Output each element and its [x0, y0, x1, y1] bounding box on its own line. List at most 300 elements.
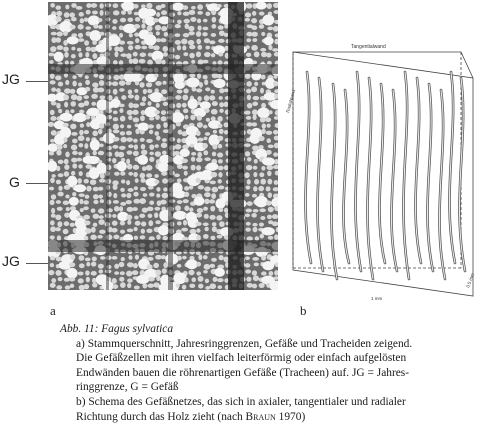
fiber-cell: [252, 284, 257, 289]
fiber-cell: [84, 220, 90, 225]
fiber-cell: [246, 222, 251, 226]
fiber-cell: [100, 199, 104, 203]
vessel-pore: [89, 168, 100, 179]
fiber-cell: [245, 110, 251, 114]
fiber-cell: [50, 3, 55, 8]
fiber-cell: [55, 16, 61, 22]
fiber-cell: [132, 270, 139, 275]
vessel-pore: [249, 133, 260, 144]
fiber-cell: [155, 115, 160, 120]
fiber-cell: [162, 151, 167, 155]
fiber-cell: [251, 25, 257, 30]
fiber-cell: [244, 143, 251, 147]
fiber-cell: [183, 12, 190, 16]
fiber-cell: [161, 255, 166, 259]
fiber-cell: [113, 193, 117, 198]
fiber-cell: [127, 278, 133, 282]
fiber-cell: [146, 165, 153, 171]
fiber-cell: [140, 74, 145, 78]
fiber-cell: [50, 283, 56, 288]
fiber-cell: [63, 46, 69, 51]
fiber-cell: [266, 53, 271, 58]
fiber-cell: [133, 117, 140, 122]
fiber-cell: [64, 52, 69, 58]
fiber-cell: [161, 10, 167, 15]
fiber-cell: [204, 95, 210, 101]
fiber-cell: [211, 193, 216, 199]
fiber-cell: [92, 40, 97, 45]
fiber-cell: [148, 277, 155, 282]
fiber-cell: [135, 255, 139, 260]
vessel-pore: [74, 184, 86, 192]
fiber-cell: [149, 130, 153, 135]
schema-label-bottom: 1 mm: [371, 296, 383, 300]
fiber-cell: [85, 115, 90, 120]
fiber-cell: [156, 124, 161, 129]
fiber-cell: [156, 234, 160, 239]
fiber-cell: [189, 185, 193, 190]
vessel-pore: [257, 107, 269, 118]
vessel-pore: [95, 44, 107, 53]
fiber-cell: [246, 89, 251, 94]
fiber-cell: [99, 123, 104, 129]
fiber-cell: [133, 165, 139, 170]
fiber-cell: [99, 215, 104, 219]
fiber-cell: [78, 271, 84, 275]
fiber-cell: [177, 45, 181, 50]
fiber-cell: [113, 89, 118, 95]
fiber-cell: [156, 136, 161, 141]
fiber-cell: [56, 103, 60, 109]
fiber-cell: [127, 41, 134, 45]
schema-label-left: Radialwand: [285, 89, 297, 114]
vessel-pore: [263, 37, 273, 46]
vessel-pore: [186, 77, 199, 87]
fiber-cell: [79, 263, 85, 268]
schema-label-right: 0,5 mm: [465, 272, 475, 289]
fiber-cell: [163, 122, 168, 128]
fiber-cell: [191, 60, 195, 64]
fiber-cell: [120, 131, 125, 135]
fiber-cell: [184, 277, 188, 282]
fiber-cell: [79, 12, 84, 17]
fiber-cell: [92, 10, 98, 14]
fiber-cell: [84, 130, 89, 134]
fiber-cell: [217, 278, 224, 282]
fiber-cell: [119, 146, 126, 150]
fiber-cell: [161, 26, 167, 31]
fiber-cell: [84, 100, 89, 105]
fiber-cell: [78, 24, 84, 29]
fiber-cell: [189, 74, 195, 78]
fiber-cell: [247, 95, 251, 101]
vessel-pore: [206, 163, 218, 171]
fiber-cell: [133, 52, 138, 57]
vessel-pore: [88, 15, 100, 25]
fiber-cell: [147, 89, 152, 93]
fiber-cell: [196, 88, 202, 92]
fiber-cell: [246, 277, 251, 282]
vessel-network-schema: [283, 38, 475, 300]
fiber-cell: [252, 38, 257, 42]
fiber-cell: [267, 165, 274, 170]
fiber-cell: [134, 144, 138, 150]
fiber-cell: [176, 284, 180, 288]
fiber-cell: [65, 80, 69, 85]
fiber-cell: [154, 212, 158, 218]
fiber-cell: [197, 152, 202, 157]
label-jg-top: JG: [2, 71, 20, 87]
fiber-cell: [196, 271, 201, 275]
fiber-cell: [268, 236, 274, 240]
fiber-cell: [121, 10, 126, 15]
caption-b2-pre: Richtung durch das Holz zieht (nach: [76, 410, 246, 423]
vessel-pore: [215, 198, 225, 209]
fiber-cell: [49, 151, 54, 155]
fiber-cell: [132, 207, 138, 211]
fiber-cell: [191, 6, 196, 10]
fiber-cell: [218, 124, 223, 129]
pointer-line-jg-bottom: [26, 263, 50, 264]
fiber-cell: [160, 97, 166, 101]
fiber-cell: [134, 95, 139, 101]
fiber-cell: [189, 45, 195, 49]
fiber-cell: [149, 201, 154, 205]
fiber-cell: [267, 179, 272, 185]
fiber-cell: [92, 283, 97, 288]
fiber-cell: [64, 171, 69, 177]
schema-label-top: Tangentialwand: [351, 44, 386, 50]
fiber-cell: [266, 131, 273, 135]
fiber-cell: [213, 277, 218, 282]
fiber-cell: [175, 205, 181, 211]
fiber-cell: [84, 40, 89, 45]
fiber-cell: [182, 285, 187, 290]
fiber-cell: [190, 144, 194, 148]
fiber-cell: [128, 45, 133, 50]
fiber-cell: [78, 152, 82, 156]
fiber-cell: [78, 255, 84, 261]
fiber-cell: [197, 25, 201, 30]
fiber-cell: [153, 18, 159, 22]
fiber-cell: [99, 179, 105, 183]
fiber-cell: [204, 227, 208, 232]
fiber-cell: [252, 257, 259, 261]
fiber-cell: [203, 234, 209, 239]
fiber-cell: [261, 52, 267, 57]
fiber-cell: [251, 18, 257, 23]
fiber-cell: [113, 117, 118, 121]
fiber-cell: [177, 264, 182, 268]
fiber-cell: [98, 25, 103, 29]
fiber-cell: [127, 125, 131, 129]
fiber-cell: [149, 192, 155, 196]
fiber-cell: [163, 187, 167, 191]
fiber-cell: [156, 103, 160, 108]
vessel-pore: [90, 139, 100, 150]
fiber-cell: [210, 172, 217, 178]
fiber-cell: [69, 262, 75, 267]
fiber-cell: [266, 150, 272, 155]
fiber-cell: [51, 87, 56, 92]
fiber-cell: [190, 17, 196, 22]
fiber-cell: [189, 284, 195, 288]
fiber-cell: [184, 19, 190, 24]
vessel-pore: [87, 156, 100, 164]
fiber-cell: [198, 276, 204, 282]
fiber-cell: [183, 199, 189, 203]
fiber-cell: [252, 223, 257, 227]
fiber-cell: [50, 116, 56, 121]
fiber-cell: [98, 129, 102, 134]
vessel-pore: [187, 99, 197, 110]
fiber-cell: [64, 88, 71, 94]
fiber-cell: [203, 125, 208, 129]
fiber-cell: [120, 282, 126, 288]
fiber-cell: [156, 187, 160, 192]
fiber-cell: [218, 166, 224, 171]
fiber-cell: [246, 3, 253, 8]
fiber-cell: [184, 192, 189, 197]
fiber-cell: [99, 74, 104, 79]
fiber-cell: [147, 207, 154, 212]
fiber-cell: [64, 159, 69, 165]
fiber-cell: [71, 94, 78, 100]
fiber-cell: [210, 236, 215, 241]
fiber-cell: [51, 130, 57, 135]
fiber-cell: [77, 95, 83, 101]
fiber-cell: [127, 17, 133, 22]
fiber-cell: [190, 115, 195, 121]
fiber-cell: [91, 227, 96, 233]
fiber-cell: [155, 59, 162, 65]
fiber-cell: [91, 208, 96, 212]
fiber-cell: [56, 180, 61, 185]
fiber-cell: [245, 45, 250, 49]
fiber-cell: [140, 115, 145, 121]
fiber-cell: [245, 151, 250, 156]
fiber-cell: [209, 215, 215, 220]
fiber-cell: [120, 221, 125, 226]
fiber-cell: [183, 5, 189, 10]
fiber-cell: [198, 254, 202, 260]
fiber-cell: [160, 38, 166, 42]
fiber-cell: [197, 96, 201, 101]
fiber-cell: [245, 227, 250, 231]
fiber-cell: [203, 19, 208, 23]
fiber-cell: [119, 33, 123, 38]
fiber-cell: [211, 10, 216, 16]
fiber-cell: [64, 221, 70, 226]
fiber-cell: [191, 87, 196, 92]
fiber-cell: [128, 144, 134, 148]
fiber-cell: [184, 186, 189, 190]
fiber-cell: [92, 130, 98, 136]
fiber-cell: [113, 111, 118, 115]
fiber-cell: [76, 6, 83, 10]
fiber-cell: [216, 4, 221, 8]
fiber-cell: [86, 47, 91, 52]
fiber-cell: [57, 192, 63, 197]
fiber-cell: [132, 58, 138, 64]
fiber-cell: [78, 52, 82, 57]
fiber-cell: [98, 88, 105, 93]
fiber-cell: [219, 255, 224, 260]
fiber-cell: [119, 262, 125, 267]
fiber-cell: [219, 129, 224, 134]
fiber-cell: [177, 256, 182, 261]
fiber-cell: [71, 3, 77, 8]
fiber-cell: [217, 179, 221, 183]
fiber-cell: [266, 200, 272, 205]
fiber-cell: [196, 235, 201, 241]
fiber-cell: [71, 101, 76, 107]
fiber-cell: [85, 257, 91, 261]
fiber-cell: [119, 277, 124, 282]
fiber-cell: [78, 278, 84, 283]
fiber-cell: [112, 256, 118, 260]
fiber-cell: [72, 75, 76, 79]
fiber-cell: [205, 279, 209, 284]
fiber-cell: [48, 53, 54, 57]
fiber-cell: [140, 52, 147, 57]
fiber-cell: [251, 122, 257, 126]
fiber-cell: [202, 60, 208, 64]
fiber-cell: [258, 186, 264, 191]
vessel-pore: [116, 161, 126, 171]
fiber-cell: [93, 214, 99, 219]
fiber-cell: [85, 75, 89, 79]
fiber-cell: [113, 75, 119, 80]
fiber-cell: [57, 207, 63, 211]
fiber-cell: [146, 139, 153, 143]
fiber-cell: [126, 200, 132, 204]
fiber-cell: [154, 180, 159, 184]
fiber-cell: [50, 46, 56, 52]
fiber-cell: [71, 17, 77, 21]
fiber-cell: [63, 201, 69, 206]
fiber-cell: [132, 103, 139, 108]
fiber-cell: [147, 257, 153, 261]
fiber-cell: [99, 230, 105, 234]
fiber-cell: [85, 52, 89, 58]
fiber-cell: [119, 108, 123, 113]
fiber-cell: [58, 173, 64, 177]
fiber-cell: [90, 179, 97, 185]
fiber-cell: [114, 51, 118, 57]
fiber-cell: [113, 184, 118, 190]
fiber-cell: [191, 165, 196, 171]
fiber-cell: [174, 174, 180, 178]
fiber-cell: [253, 275, 259, 281]
fiber-cell: [85, 26, 91, 30]
fiber-cell: [90, 235, 97, 240]
fiber-cell: [251, 32, 257, 37]
fiber-cell: [119, 206, 123, 212]
fiber-cell: [126, 137, 133, 142]
fiber-cell: [141, 144, 146, 149]
fiber-cell: [224, 208, 228, 213]
fiber-cell: [77, 158, 82, 162]
fiber-cell: [155, 81, 161, 86]
fiber-cell: [120, 202, 126, 206]
pointer-line-jg-top: [26, 81, 50, 82]
fiber-cell: [50, 80, 56, 84]
fiber-cell: [246, 81, 252, 87]
fiber-cell: [203, 150, 208, 155]
fiber-cell: [182, 256, 187, 260]
fiber-cell: [66, 207, 70, 211]
fiber-cell: [197, 138, 203, 142]
fiber-cell: [183, 109, 188, 114]
fiber-cell: [259, 12, 265, 16]
fiber-cell: [246, 165, 252, 170]
fiber-cell: [57, 144, 63, 150]
fiber-cell: [161, 116, 167, 121]
fiber-cell: [212, 226, 217, 232]
fiber-cell: [268, 145, 274, 149]
fiber-cell: [100, 144, 104, 148]
fiber-cell: [146, 229, 152, 233]
fiber-cell: [212, 152, 216, 157]
fiber-cell: [85, 80, 90, 85]
fiber-cell: [51, 194, 56, 199]
fiber-cell: [112, 158, 117, 163]
fiber-cell: [140, 173, 146, 179]
fiber-cell: [177, 20, 182, 24]
fiber-cell: [182, 45, 186, 50]
fiber-cell: [55, 5, 61, 10]
fiber-cell: [121, 193, 126, 197]
fiber-cell: [85, 195, 90, 199]
fiber-cell: [268, 192, 272, 198]
fiber-cell: [63, 31, 68, 36]
fiber-cell: [77, 48, 81, 52]
fiber-cell: [64, 185, 71, 190]
fiber-cell: [177, 178, 182, 183]
fiber-cell: [85, 228, 91, 234]
fiber-cell: [191, 277, 196, 282]
fiber-cell: [209, 40, 215, 44]
fiber-cell: [78, 38, 84, 42]
fiber-cell: [70, 223, 75, 227]
fiber-cell: [119, 104, 125, 108]
fiber-cell: [224, 130, 228, 135]
fiber-cell: [71, 158, 77, 163]
fiber-cell: [135, 178, 139, 183]
fiber-cell: [97, 235, 103, 239]
fiber-cell: [254, 262, 259, 266]
fiber-cell: [120, 124, 124, 128]
fiber-cell: [78, 164, 82, 168]
fiber-cell: [119, 80, 126, 85]
vessel-pore: [66, 268, 77, 279]
fiber-cell: [113, 200, 119, 204]
fiber-cell: [71, 47, 75, 51]
fiber-cell: [70, 25, 76, 30]
fiber-cell: [183, 88, 188, 93]
caption-b2-author: Braun: [245, 410, 276, 423]
fiber-cell: [113, 235, 119, 239]
fiber-cell: [198, 284, 203, 289]
fiber-cell: [50, 178, 55, 184]
fiber-cell: [197, 4, 203, 10]
fiber-cell: [224, 33, 228, 37]
fiber-cell: [120, 188, 125, 192]
fiber-cell: [175, 40, 181, 45]
fiber-cell: [56, 285, 62, 289]
fiber-cell: [134, 12, 139, 16]
